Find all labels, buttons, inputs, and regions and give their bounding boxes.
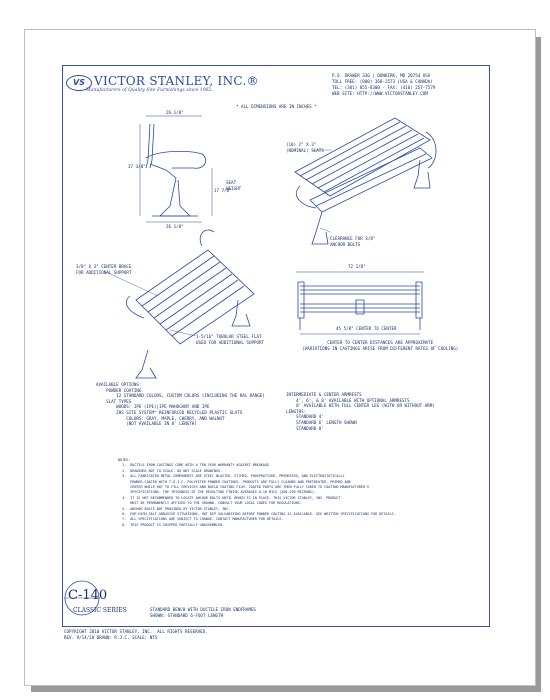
website-line: WEB SITE: HTTP://WWW.VICTORSTANLEY.COM: [332, 91, 428, 96]
front-view-drawing: [296, 272, 424, 334]
series-name: CLASSIC SERIES: [73, 607, 127, 614]
clearance-note: CLEARANCE FOR 3/8" ANCHOR BOLTS: [330, 236, 376, 247]
title-description: STANDARD BENCH WITH DUCTILE IRON ENDFRAMES SHOWN: STANDARD 6-FOOT LENGTH: [150, 607, 256, 618]
general-notes: NOTES: 1. DUCTILE IRON CASTINGS COME WITH A TEN YEAR WARRANTY AGAINST BREAKAGE. 2. DRAWINGS NOT TO SCALE. DO NOT SCALE DRAWINGS. 3. ALL FABRICATED METAL COMPONENTS ARE STEEL BLASTED, ETCHED, PHOSPHATIZED, PREHEATED, AND ELECTROSTATICALLY POWDER-COATED WITH T.G.I.C. POLYESTER POWDER COATINGS. PRODUCTS ARE FULLY CLEANED AND PRETREATED, PRIMED AND CENTER WHILE HOT TO FILL CREVICES AND BUILD COATING FILM. COATED PARTS ARE THEN FULLY CURED TO COATING MANUFACTURER'S SPECIFICATIONS. THE THICKNESS OF THE RESULTING FINISH AVERAGES 8-10 MILS (200-250 MICRONS). 4. IT IS NOT RECOMMENDED TO LOCATE ANCHOR BOLTS UNTIL BENCH IS IN PLACE. THIS VICTOR STANLEY, INC. PRODUCT MUST BE PERMANENTLY AFFIXED TO THE GROUND. CONSULT YOUR LOCAL CODES FOR REGULATIONS. 5. ANCHOR BOLTS NOT PROVIDED BY VICTOR STANLEY, INC. 6. FOR HIGH SALT ABRASIVE SITUATIONS, HOT DIP GALVANIZING BEFORE POWDER COATING IS AVAILABLE. SEE WRITTEN SPECIFICATIONS FOR DETAILS. 7. ALL SPECIFICATIONS ARE SUBJECT TO CHANGE. CONTACT MANUFACTURER FOR DETAILS. 8. THIS PRODUCT IS SHIPPED PARTIALLY UNASSEMBLED.: [118, 458, 396, 527]
iso-top-drawing: [295, 118, 436, 244]
tel-fax-line: TEL: (301) 855-8300 · FAX: (410) 257-7579: [332, 85, 436, 90]
seat-height-value: 17 7/8": [214, 188, 232, 193]
overall-length: 72 1/8": [348, 264, 366, 269]
side-height: 37 3/8": [128, 164, 146, 169]
model-number: C-140: [68, 588, 108, 603]
brace-note: 3/8" X 3" CENTER BRACE FOR ADDITIONAL SUPPORT: [76, 264, 132, 275]
side-view-drawing: [140, 116, 212, 222]
slats-note: (10) 2" X 3" (NOMINAL) SLATS: [286, 142, 324, 153]
copyright: COPYRIGHT 2010 VICTOR STANLEY, INC. ALL RIGHTS RESERVED.: [64, 629, 208, 634]
center-distance: 45 5/8" CENTER TO CENTER: [336, 326, 397, 331]
company-tagline: Manufacturers of Quality Site Furnishings since 1962.: [86, 88, 213, 93]
address-line: P.O. DRAWER 330 | DUNKIRK, MD 20754 USA: [332, 73, 431, 78]
tube-note: 1-5/16" TUBULAR STEEL FLAT USED FOR ADDITIONAL SUPPORT: [196, 334, 265, 345]
available-options: AVAILABLE OPTIONS: POWDER COATING 12 STANDARD COLORS, CUSTOM COLORS (INCLUDING THE RAL RANGE) SLAT TYPES WOODS: IPE (IPE)|IPE MAHOGANY AND IPE ZHS SITE SYSTEM™ REINFORCED RECYCLED PLASTIC SLATS COLORS: GRAY, MAPLE, CHERRY, AND WALNUT (NOT AVAILABLE IN 8' LENGTH): [96, 382, 265, 427]
armrest-lengths: INTERMEDIATE & CENTER ARMRESTS 4', 6', & 8' AVAILABLE WITH OPTIONAL ARMRESTS 8' AVAILABLE WITH FULL CENTER LEG (WITH OR WITHOUT ARM) LENGTHS: STANDARD 4' STANDARD 6' LENGTH SHOWN STANDARD 8': [286, 392, 435, 431]
center-distance-note: CENTER TO CENTER DISTANCES ARE APPROXIMATE (VARIATIONS IN CASTINGS ARISE FROM DIFFERENT RATES OF COOLING): [302, 340, 459, 351]
company-logo-badge: VS: [66, 75, 92, 91]
dimension-note: * ALL DIMENSIONS ARE IN INCHES *: [236, 104, 317, 109]
side-width-top: 26 1/8": [166, 110, 184, 115]
seat-height-label: SEAT HEIGHT: [226, 180, 242, 191]
side-width-bottom: 26 1/8": [166, 224, 184, 229]
toll-free-line: TOLL FREE: (800) 368-2573 (USA & CANADA): [332, 79, 433, 84]
company-name: VICTOR STANLEY, INC.®: [94, 74, 259, 88]
revision-line: REV. 9/14/10 DRAWN: R.J.C. SCALE: NTS: [64, 635, 158, 640]
iso-bottom-drawing: [126, 230, 254, 378]
